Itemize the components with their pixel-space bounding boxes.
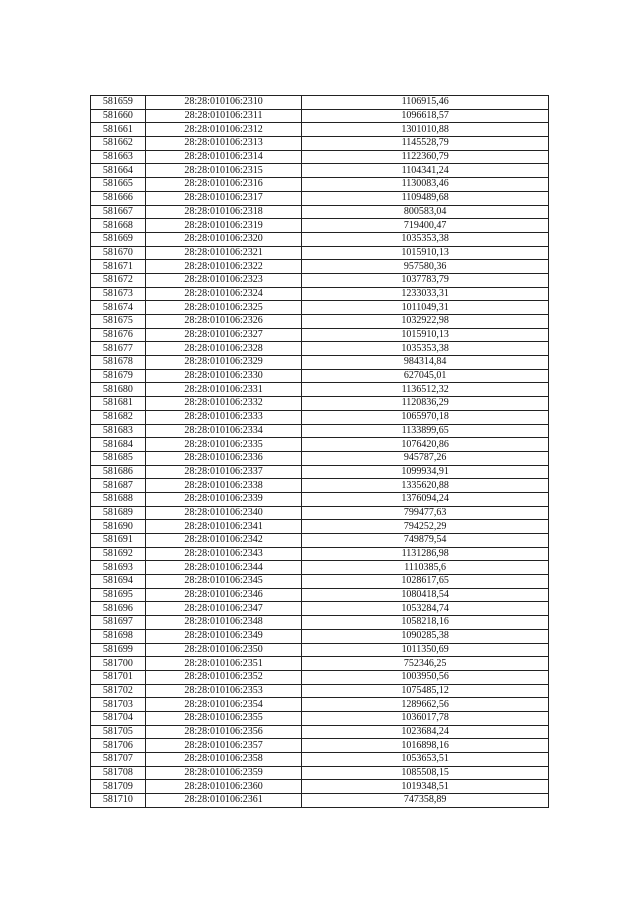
table-row (91, 150, 549, 164)
cadastral-number-cell: 28:28:010106:2331 (145, 383, 301, 397)
table-row (91, 246, 549, 260)
cadastral-number-cell: 28:28:010106:2324 (145, 287, 301, 301)
value-cell: 1289662,56 (302, 698, 549, 712)
record-id-cell: 581667 (91, 205, 146, 219)
cadastral-number-cell: 28:28:010106:2347 (145, 602, 301, 616)
table-row (91, 178, 549, 192)
table-row (91, 164, 549, 178)
cadastral-number-cell: 28:28:010106:2321 (145, 246, 301, 260)
cadastral-number-cell: 28:28:010106:2355 (145, 711, 301, 725)
record-id-cell: 581702 (91, 684, 146, 698)
cadastral-number-cell: 28:28:010106:2351 (145, 657, 301, 671)
value-cell: 1080418,54 (302, 588, 549, 602)
cadastral-number-cell: 28:28:010106:2335 (145, 438, 301, 452)
value-cell: 747358,89 (302, 794, 549, 808)
table-row (91, 191, 549, 205)
value-cell: 749879,54 (302, 534, 549, 548)
cadastral-number-cell: 28:28:010106:2349 (145, 629, 301, 643)
value-cell: 1011049,31 (302, 301, 549, 315)
value-cell: 1035353,38 (302, 232, 549, 246)
record-id-cell: 581680 (91, 383, 146, 397)
table-row (91, 438, 549, 452)
record-id-cell: 581700 (91, 657, 146, 671)
value-cell: 1053284,74 (302, 602, 549, 616)
value-cell: 1110385,6 (302, 561, 549, 575)
value-cell: 1096618,57 (302, 109, 549, 123)
record-id-cell: 581690 (91, 520, 146, 534)
value-cell: 799477,63 (302, 506, 549, 520)
value-cell: 1233033,31 (302, 287, 549, 301)
cadastral-number-cell: 28:28:010106:2340 (145, 506, 301, 520)
table-row (91, 465, 549, 479)
cadastral-number-cell: 28:28:010106:2345 (145, 575, 301, 589)
cadastral-number-cell: 28:28:010106:2334 (145, 424, 301, 438)
cadastral-number-cell: 28:28:010106:2341 (145, 520, 301, 534)
cadastral-number-cell: 28:28:010106:2326 (145, 315, 301, 329)
record-id-cell: 581696 (91, 602, 146, 616)
table-row (91, 356, 549, 370)
cadastral-number-cell: 28:28:010106:2310 (145, 96, 301, 110)
value-cell: 1075485,12 (302, 684, 549, 698)
cadastral-number-cell: 28:28:010106:2317 (145, 191, 301, 205)
record-id-cell: 581704 (91, 711, 146, 725)
table-row (91, 698, 549, 712)
cadastral-number-cell: 28:28:010106:2319 (145, 219, 301, 233)
record-id-cell: 581686 (91, 465, 146, 479)
record-id-cell: 581691 (91, 534, 146, 548)
cadastral-number-cell: 28:28:010106:2361 (145, 794, 301, 808)
cadastral-number-cell: 28:28:010106:2354 (145, 698, 301, 712)
table-row (91, 205, 549, 219)
cadastral-number-cell: 28:28:010106:2339 (145, 492, 301, 506)
cadastral-number-cell: 28:28:010106:2313 (145, 137, 301, 151)
record-id-cell: 581707 (91, 753, 146, 767)
record-id-cell: 581675 (91, 315, 146, 329)
cadastral-number-cell: 28:28:010106:2333 (145, 410, 301, 424)
record-id-cell: 581661 (91, 123, 146, 137)
value-cell: 1145528,79 (302, 137, 549, 151)
cadastral-number-cell: 28:28:010106:2312 (145, 123, 301, 137)
record-id-cell: 581663 (91, 150, 146, 164)
value-cell: 1104341,24 (302, 164, 549, 178)
record-id-cell: 581668 (91, 219, 146, 233)
table-row (91, 520, 549, 534)
record-id-cell: 581681 (91, 397, 146, 411)
table-row (91, 616, 549, 630)
record-id-cell: 581666 (91, 191, 146, 205)
table-row (91, 711, 549, 725)
cadastral-number-cell: 28:28:010106:2336 (145, 451, 301, 465)
record-id-cell: 581697 (91, 616, 146, 630)
table-row (91, 479, 549, 493)
value-cell: 1053653,51 (302, 753, 549, 767)
cadastral-number-cell: 28:28:010106:2327 (145, 328, 301, 342)
table-row (91, 643, 549, 657)
table-row (91, 137, 549, 151)
table-row (91, 342, 549, 356)
value-cell: 1099934,91 (302, 465, 549, 479)
cadastral-number-cell: 28:28:010106:2348 (145, 616, 301, 630)
value-cell: 1133899,65 (302, 424, 549, 438)
data-table (90, 95, 549, 808)
value-cell: 1085508,15 (302, 766, 549, 780)
record-id-cell: 581692 (91, 547, 146, 561)
table-row (91, 410, 549, 424)
table-row (91, 369, 549, 383)
value-cell: 1035353,38 (302, 342, 549, 356)
value-cell: 1015910,13 (302, 328, 549, 342)
cadastral-number-cell: 28:28:010106:2322 (145, 260, 301, 274)
table-row (91, 492, 549, 506)
cadastral-number-cell: 28:28:010106:2338 (145, 479, 301, 493)
value-cell: 719400,47 (302, 219, 549, 233)
table-row (91, 534, 549, 548)
cadastral-number-cell: 28:28:010106:2337 (145, 465, 301, 479)
table-row (91, 547, 549, 561)
table-row (91, 260, 549, 274)
record-id-cell: 581683 (91, 424, 146, 438)
record-id-cell: 581674 (91, 301, 146, 315)
table-row (91, 684, 549, 698)
table-row (91, 424, 549, 438)
value-cell: 1016898,16 (302, 739, 549, 753)
cadastral-number-cell: 28:28:010106:2357 (145, 739, 301, 753)
cadastral-number-cell: 28:28:010106:2360 (145, 780, 301, 794)
record-id-cell: 581669 (91, 232, 146, 246)
cadastral-number-cell: 28:28:010106:2352 (145, 670, 301, 684)
cadastral-number-cell: 28:28:010106:2314 (145, 150, 301, 164)
value-cell: 1136512,32 (302, 383, 549, 397)
value-cell: 1090285,38 (302, 629, 549, 643)
table-row (91, 670, 549, 684)
table-row (91, 315, 549, 329)
table-body (91, 96, 549, 808)
table-row (91, 657, 549, 671)
record-id-cell: 581705 (91, 725, 146, 739)
cadastral-number-cell: 28:28:010106:2350 (145, 643, 301, 657)
record-id-cell: 581689 (91, 506, 146, 520)
value-cell: 1109489,68 (302, 191, 549, 205)
record-id-cell: 581708 (91, 766, 146, 780)
value-cell: 1076420,86 (302, 438, 549, 452)
record-id-cell: 581664 (91, 164, 146, 178)
cadastral-number-cell: 28:28:010106:2330 (145, 369, 301, 383)
table-row (91, 301, 549, 315)
record-id-cell: 581706 (91, 739, 146, 753)
table-row (91, 780, 549, 794)
table-row (91, 725, 549, 739)
value-cell: 800583,04 (302, 205, 549, 219)
record-id-cell: 581673 (91, 287, 146, 301)
value-cell: 945787,26 (302, 451, 549, 465)
value-cell: 1122360,79 (302, 150, 549, 164)
value-cell: 1036017,78 (302, 711, 549, 725)
table-row (91, 561, 549, 575)
value-cell: 1335620,88 (302, 479, 549, 493)
cadastral-number-cell: 28:28:010106:2323 (145, 273, 301, 287)
record-id-cell: 581699 (91, 643, 146, 657)
cadastral-number-cell: 28:28:010106:2318 (145, 205, 301, 219)
value-cell: 1028617,65 (302, 575, 549, 589)
record-id-cell: 581695 (91, 588, 146, 602)
record-id-cell: 581671 (91, 260, 146, 274)
value-cell: 1376094,24 (302, 492, 549, 506)
table-row (91, 219, 549, 233)
record-id-cell: 581684 (91, 438, 146, 452)
value-cell: 1003950,56 (302, 670, 549, 684)
record-id-cell: 581710 (91, 794, 146, 808)
record-id-cell: 581693 (91, 561, 146, 575)
value-cell: 1058218,16 (302, 616, 549, 630)
value-cell: 1106915,46 (302, 96, 549, 110)
record-id-cell: 581672 (91, 273, 146, 287)
record-id-cell: 581660 (91, 109, 146, 123)
cadastral-number-cell: 28:28:010106:2329 (145, 356, 301, 370)
cadastral-number-cell: 28:28:010106:2311 (145, 109, 301, 123)
cadastral-number-cell: 28:28:010106:2316 (145, 178, 301, 192)
cadastral-number-cell: 28:28:010106:2325 (145, 301, 301, 315)
value-cell: 1037783,79 (302, 273, 549, 287)
cadastral-number-cell: 28:28:010106:2343 (145, 547, 301, 561)
cadastral-number-cell: 28:28:010106:2344 (145, 561, 301, 575)
table-row (91, 588, 549, 602)
record-id-cell: 581676 (91, 328, 146, 342)
record-id-cell: 581679 (91, 369, 146, 383)
value-cell: 1011350,69 (302, 643, 549, 657)
cadastral-number-cell: 28:28:010106:2358 (145, 753, 301, 767)
record-id-cell: 581682 (91, 410, 146, 424)
cadastral-number-cell: 28:28:010106:2315 (145, 164, 301, 178)
table-row (91, 794, 549, 808)
value-cell: 1301010,88 (302, 123, 549, 137)
table-row (91, 273, 549, 287)
cadastral-number-cell: 28:28:010106:2356 (145, 725, 301, 739)
table-row (91, 629, 549, 643)
table-row (91, 287, 549, 301)
cadastral-number-cell: 28:28:010106:2320 (145, 232, 301, 246)
value-cell: 1015910,13 (302, 246, 549, 260)
value-cell: 1023684,24 (302, 725, 549, 739)
record-id-cell: 581698 (91, 629, 146, 643)
table-row (91, 575, 549, 589)
value-cell: 627045,01 (302, 369, 549, 383)
table-row (91, 109, 549, 123)
table-row (91, 383, 549, 397)
cadastral-number-cell: 28:28:010106:2342 (145, 534, 301, 548)
value-cell: 794252,29 (302, 520, 549, 534)
cadastral-number-cell: 28:28:010106:2328 (145, 342, 301, 356)
cadastral-number-cell: 28:28:010106:2332 (145, 397, 301, 411)
record-id-cell: 581685 (91, 451, 146, 465)
record-id-cell: 581701 (91, 670, 146, 684)
value-cell: 957580,36 (302, 260, 549, 274)
value-cell: 752346,25 (302, 657, 549, 671)
table-row (91, 96, 549, 110)
record-id-cell: 581703 (91, 698, 146, 712)
cadastral-number-cell: 28:28:010106:2346 (145, 588, 301, 602)
table-row (91, 753, 549, 767)
table-row (91, 602, 549, 616)
value-cell: 984314,84 (302, 356, 549, 370)
table-row (91, 766, 549, 780)
record-id-cell: 581678 (91, 356, 146, 370)
record-id-cell: 581665 (91, 178, 146, 192)
value-cell: 1130083,46 (302, 178, 549, 192)
table-row (91, 397, 549, 411)
record-id-cell: 581662 (91, 137, 146, 151)
table-row (91, 451, 549, 465)
table-row (91, 232, 549, 246)
cadastral-number-cell: 28:28:010106:2353 (145, 684, 301, 698)
value-cell: 1131286,98 (302, 547, 549, 561)
record-id-cell: 581659 (91, 96, 146, 110)
record-id-cell: 581677 (91, 342, 146, 356)
table-row (91, 123, 549, 137)
cadastral-number-cell: 28:28:010106:2359 (145, 766, 301, 780)
value-cell: 1065970,18 (302, 410, 549, 424)
value-cell: 1019348,51 (302, 780, 549, 794)
record-id-cell: 581687 (91, 479, 146, 493)
record-id-cell: 581709 (91, 780, 146, 794)
table-row (91, 328, 549, 342)
record-id-cell: 581670 (91, 246, 146, 260)
record-id-cell: 581688 (91, 492, 146, 506)
value-cell: 1032922,98 (302, 315, 549, 329)
table-row (91, 506, 549, 520)
record-id-cell: 581694 (91, 575, 146, 589)
value-cell: 1120836,29 (302, 397, 549, 411)
table-row (91, 739, 549, 753)
